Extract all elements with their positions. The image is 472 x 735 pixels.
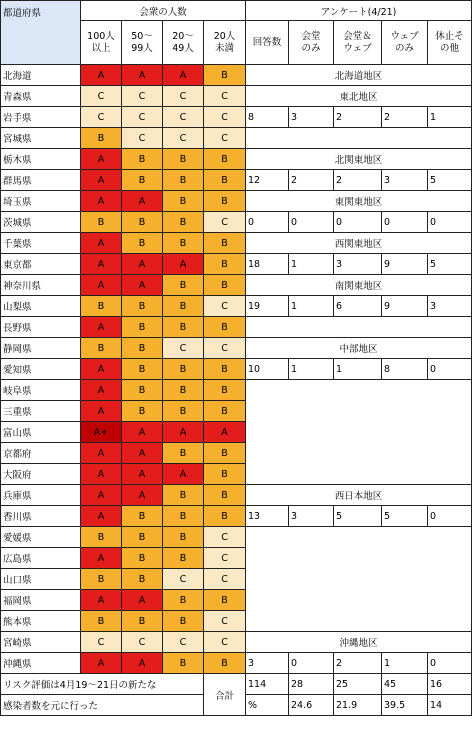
risk-cell: A — [122, 422, 163, 443]
risk-cell: B — [81, 338, 122, 359]
region-label: 北関東地区 — [246, 149, 472, 170]
survey-cell: 1 — [289, 359, 334, 380]
risk-cell: C — [204, 128, 246, 149]
table-row — [1, 380, 472, 401]
risk-cell: C — [163, 632, 204, 653]
header-line: ウェブ — [343, 42, 372, 54]
risk-cell: A — [122, 443, 163, 464]
risk-cell: A — [81, 170, 122, 191]
pct-cell: 39.5 — [382, 695, 428, 716]
blank-cell — [246, 569, 472, 590]
header-line: 49人 — [172, 42, 194, 54]
risk-cell: A — [122, 65, 163, 86]
survey-cell: 18 — [246, 254, 289, 275]
risk-cell: B — [122, 401, 163, 422]
risk-cell: B — [81, 527, 122, 548]
table-row — [1, 611, 472, 632]
pref-cell: 香川県 — [1, 506, 81, 527]
table-row — [1, 590, 472, 611]
survey-cell: 12 — [246, 170, 289, 191]
survey-cell: 3 — [428, 296, 472, 317]
risk-cell: B — [204, 653, 246, 674]
table-row — [1, 65, 472, 86]
survey-col-header — [382, 21, 428, 65]
risk-cell: A — [81, 590, 122, 611]
risk-cell: B — [122, 212, 163, 233]
risk-cell: A — [81, 254, 122, 275]
risk-cell: C — [163, 107, 204, 128]
table-row — [1, 527, 472, 548]
total-cell: 114 — [246, 674, 289, 695]
footnote: 感染者数を元に行った — [1, 695, 204, 716]
table-row — [1, 296, 472, 317]
risk-cell: C — [163, 569, 204, 590]
header-line: 99人 — [131, 42, 153, 54]
pref-cell: 千葉県 — [1, 233, 81, 254]
header-line: 休止そ — [435, 30, 464, 42]
region-label: 沖縄地区 — [246, 632, 472, 653]
table-row — [1, 359, 472, 380]
table-row — [1, 233, 472, 254]
risk-cell: C — [163, 338, 204, 359]
survey-cell: 1 — [334, 359, 382, 380]
risk-cell: A — [122, 254, 163, 275]
table-row — [1, 464, 472, 485]
risk-cell: B — [204, 464, 246, 485]
survey-cell: 5 — [428, 254, 472, 275]
risk-cell: A — [122, 464, 163, 485]
risk-cell: A — [122, 653, 163, 674]
table-row — [1, 653, 472, 674]
survey-cell: 0 — [428, 359, 472, 380]
pref-cell: 長野県 — [1, 317, 81, 338]
risk-cell: C — [204, 611, 246, 632]
table-row — [1, 149, 472, 170]
risk-cell: B — [122, 527, 163, 548]
risk-cell: B — [81, 569, 122, 590]
header-line: 100人 — [87, 30, 115, 42]
risk-cell: B — [163, 191, 204, 212]
risk-cell: B — [81, 611, 122, 632]
risk-cell: A — [163, 422, 204, 443]
risk-cell: B — [204, 485, 246, 506]
risk-cell: A — [122, 485, 163, 506]
risk-cell: B — [204, 443, 246, 464]
risk-cell: B — [122, 170, 163, 191]
blank-cell — [246, 464, 472, 485]
survey-cell: 5 — [334, 506, 382, 527]
pct-cell: 14 — [428, 695, 472, 716]
group-header: 会衆の人数 — [81, 1, 246, 21]
risk-cell: C — [204, 212, 246, 233]
table-row — [1, 548, 472, 569]
risk-cell: B — [204, 254, 246, 275]
risk-cell: B — [81, 128, 122, 149]
risk-cell: A — [81, 65, 122, 86]
pref-cell: 兵庫県 — [1, 485, 81, 506]
header-line: 20～ — [172, 30, 194, 42]
blank-cell — [246, 401, 472, 422]
table-row — [1, 632, 472, 653]
survey-cell: 6 — [334, 296, 382, 317]
risk-cell: A — [81, 485, 122, 506]
risk-cell: B — [163, 170, 204, 191]
survey-cell: 2 — [334, 107, 382, 128]
pref-cell: 岩手県 — [1, 107, 81, 128]
pref-cell: 熊本県 — [1, 611, 81, 632]
pref-cell: 京都府 — [1, 443, 81, 464]
pref-cell: 埼玉県 — [1, 191, 81, 212]
survey-cell: 5 — [428, 170, 472, 191]
risk-cell: C — [204, 548, 246, 569]
pref-cell: 宮崎県 — [1, 632, 81, 653]
risk-cell: A — [81, 401, 122, 422]
table-row — [1, 170, 472, 191]
risk-cell: B — [204, 65, 246, 86]
survey-cell: 0 — [246, 212, 289, 233]
header-line: のみ — [301, 42, 321, 54]
risk-cell: C — [122, 128, 163, 149]
header-line: のみ — [395, 42, 415, 54]
footer-row — [1, 674, 472, 695]
risk-cell: A — [204, 422, 246, 443]
survey-cell: 9 — [382, 254, 428, 275]
risk-cell: C — [204, 632, 246, 653]
risk-cell: B — [122, 569, 163, 590]
survey-cell: 3 — [246, 653, 289, 674]
pct-cell: 21.9 — [334, 695, 382, 716]
risk-cell: B — [122, 611, 163, 632]
blank-cell — [246, 590, 472, 611]
table-row — [1, 317, 472, 338]
header-line: 会堂 — [301, 30, 321, 42]
table-row — [1, 401, 472, 422]
survey-cell: 9 — [382, 296, 428, 317]
survey-col-header — [246, 21, 289, 65]
table-row — [1, 443, 472, 464]
risk-cell: B — [122, 338, 163, 359]
risk-cell: A — [81, 233, 122, 254]
survey-cell: 1 — [289, 254, 334, 275]
pref-cell: 茨城県 — [1, 212, 81, 233]
survey-cell: 10 — [246, 359, 289, 380]
risk-cell: C — [122, 107, 163, 128]
pref-cell: 青森県 — [1, 86, 81, 107]
survey-cell: 13 — [246, 506, 289, 527]
risk-cell: B — [122, 506, 163, 527]
pref-cell: 山口県 — [1, 569, 81, 590]
table-row — [1, 191, 472, 212]
size-col-header — [204, 21, 246, 65]
header-line: 以上 — [91, 42, 111, 54]
pref-cell: 北海道 — [1, 65, 81, 86]
risk-cell: C — [204, 527, 246, 548]
risk-cell: B — [163, 548, 204, 569]
blank-cell — [246, 443, 472, 464]
pref-cell: 岐阜県 — [1, 380, 81, 401]
total-cell: 25 — [334, 674, 382, 695]
risk-cell: C — [122, 632, 163, 653]
risk-cell: A — [81, 506, 122, 527]
pref-cell: 愛知県 — [1, 359, 81, 380]
survey-cell: 2 — [334, 653, 382, 674]
risk-cell: B — [204, 401, 246, 422]
risk-cell: A — [81, 653, 122, 674]
table-row — [1, 254, 472, 275]
risk-cell: B — [81, 212, 122, 233]
pref-cell: 福岡県 — [1, 590, 81, 611]
survey-cell: 0 — [428, 212, 472, 233]
risk-cell: C — [122, 86, 163, 107]
total-cell: 16 — [428, 674, 472, 695]
risk-cell: A — [81, 275, 122, 296]
pref-cell: 富山県 — [1, 422, 81, 443]
risk-cell: B — [163, 653, 204, 674]
header-line: 50～ — [131, 30, 153, 42]
survey-cell: 3 — [289, 107, 334, 128]
risk-cell: B — [122, 359, 163, 380]
risk-cell: A — [81, 359, 122, 380]
risk-cell: B — [204, 506, 246, 527]
blank-cell — [246, 317, 472, 338]
total-label: 合計 — [204, 674, 246, 716]
survey-cell: 5 — [382, 506, 428, 527]
pref-cell: 広島県 — [1, 548, 81, 569]
total-cell: 28 — [289, 674, 334, 695]
risk-cell: B — [204, 359, 246, 380]
risk-cell: B — [163, 611, 204, 632]
risk-cell: A+ — [81, 422, 122, 443]
risk-cell: C — [204, 296, 246, 317]
survey-col-header — [334, 21, 382, 65]
survey-cell: 0 — [289, 653, 334, 674]
survey-header: アンケート(4/21) — [246, 1, 472, 21]
survey-cell: 1 — [289, 296, 334, 317]
risk-cell: A — [81, 380, 122, 401]
table-row — [1, 485, 472, 506]
region-label: 東北地区 — [246, 86, 472, 107]
table-row — [1, 338, 472, 359]
risk-cell: B — [163, 401, 204, 422]
risk-cell: B — [163, 590, 204, 611]
table-row — [1, 212, 472, 233]
risk-cell: A — [163, 464, 204, 485]
risk-cell: C — [204, 86, 246, 107]
risk-cell: B — [163, 380, 204, 401]
blank-cell — [246, 422, 472, 443]
risk-cell: C — [81, 632, 122, 653]
risk-cell: A — [163, 254, 204, 275]
risk-cell: B — [163, 317, 204, 338]
pref-cell: 静岡県 — [1, 338, 81, 359]
risk-cell: A — [122, 275, 163, 296]
risk-cell: A — [122, 590, 163, 611]
total-cell: 45 — [382, 674, 428, 695]
header-line: ウェブ — [390, 30, 419, 42]
survey-cell: 0 — [428, 506, 472, 527]
risk-cell: B — [204, 380, 246, 401]
table-row — [1, 86, 472, 107]
risk-cell: A — [81, 443, 122, 464]
risk-cell: B — [81, 296, 122, 317]
survey-cell: 2 — [334, 170, 382, 191]
table-row — [1, 128, 472, 149]
risk-cell: B — [122, 548, 163, 569]
blank-cell — [246, 611, 472, 632]
risk-cell: C — [81, 107, 122, 128]
header-line: 回答数 — [252, 36, 282, 48]
size-col-header — [163, 21, 204, 65]
region-label: 中部地区 — [246, 338, 472, 359]
pct-label: % — [246, 695, 289, 716]
header-line: の他 — [440, 42, 460, 54]
survey-cell: 1 — [428, 107, 472, 128]
region-label: 東関東地区 — [246, 191, 472, 212]
pref-cell: 群馬県 — [1, 170, 81, 191]
survey-cell: 3 — [289, 506, 334, 527]
pref-cell: 三重県 — [1, 401, 81, 422]
region-label: 西日本地区 — [246, 485, 472, 506]
pref-header: 都道府県 — [1, 1, 81, 65]
header-line: 未満 — [215, 42, 235, 54]
pref-cell: 東京都 — [1, 254, 81, 275]
risk-cell: A — [81, 464, 122, 485]
size-col-header — [122, 21, 163, 65]
survey-cell: 8 — [246, 107, 289, 128]
risk-cell: B — [163, 296, 204, 317]
risk-cell: B — [163, 275, 204, 296]
survey-cell: 2 — [382, 107, 428, 128]
risk-cell: C — [204, 107, 246, 128]
region-label: 北海道地区 — [246, 65, 472, 86]
pref-cell: 山梨県 — [1, 296, 81, 317]
risk-cell: B — [204, 191, 246, 212]
table-row — [1, 506, 472, 527]
pref-cell: 愛媛県 — [1, 527, 81, 548]
size-col-header — [81, 21, 122, 65]
blank-cell — [246, 527, 472, 548]
risk-cell: B — [204, 275, 246, 296]
risk-cell: B — [163, 443, 204, 464]
risk-cell: B — [204, 170, 246, 191]
risk-cell: A — [81, 149, 122, 170]
risk-cell: C — [81, 86, 122, 107]
risk-cell: C — [204, 569, 246, 590]
survey-cell: 2 — [289, 170, 334, 191]
pref-cell: 沖縄県 — [1, 653, 81, 674]
risk-cell: B — [163, 212, 204, 233]
header-line: 20人 — [213, 30, 236, 42]
survey-col-header — [428, 21, 472, 65]
survey-cell: 19 — [246, 296, 289, 317]
risk-cell: B — [204, 149, 246, 170]
survey-cell: 8 — [382, 359, 428, 380]
pct-cell: 24.6 — [289, 695, 334, 716]
risk-cell: B — [163, 149, 204, 170]
pref-cell: 大阪府 — [1, 464, 81, 485]
header-line: 会堂＆ — [343, 30, 372, 42]
survey-cell: 0 — [289, 212, 334, 233]
risk-cell: A — [81, 191, 122, 212]
risk-cell: B — [163, 359, 204, 380]
pref-cell: 宮城県 — [1, 128, 81, 149]
risk-cell: C — [163, 86, 204, 107]
survey-col-header — [289, 21, 334, 65]
survey-cell: 0 — [428, 653, 472, 674]
risk-cell: B — [163, 527, 204, 548]
risk-cell: C — [204, 338, 246, 359]
risk-cell: B — [204, 590, 246, 611]
blank-cell — [246, 128, 472, 149]
risk-cell: A — [81, 317, 122, 338]
risk-cell: B — [122, 317, 163, 338]
risk-cell: B — [204, 233, 246, 254]
region-label: 西関東地区 — [246, 233, 472, 254]
risk-cell: A — [122, 191, 163, 212]
table-row — [1, 107, 472, 128]
survey-cell: 3 — [382, 170, 428, 191]
risk-cell: B — [163, 506, 204, 527]
risk-cell: B — [163, 485, 204, 506]
risk-cell: A — [81, 548, 122, 569]
survey-cell: 0 — [382, 212, 428, 233]
table-row — [1, 569, 472, 590]
footnote: リスク評価は4月19～21日の新たな — [1, 674, 204, 695]
risk-cell: B — [122, 380, 163, 401]
blank-cell — [246, 380, 472, 401]
pref-cell: 神奈川県 — [1, 275, 81, 296]
risk-cell: B — [122, 233, 163, 254]
table-row — [1, 422, 472, 443]
risk-cell: B — [122, 149, 163, 170]
pref-cell: 栃木県 — [1, 149, 81, 170]
risk-cell: C — [163, 128, 204, 149]
blank-cell — [246, 548, 472, 569]
risk-cell: A — [163, 65, 204, 86]
region-label: 南関東地区 — [246, 275, 472, 296]
risk-cell: B — [122, 296, 163, 317]
table-row — [1, 275, 472, 296]
survey-cell: 0 — [334, 212, 382, 233]
risk-cell: B — [163, 233, 204, 254]
survey-cell: 1 — [382, 653, 428, 674]
risk-cell: B — [204, 317, 246, 338]
survey-cell: 3 — [334, 254, 382, 275]
